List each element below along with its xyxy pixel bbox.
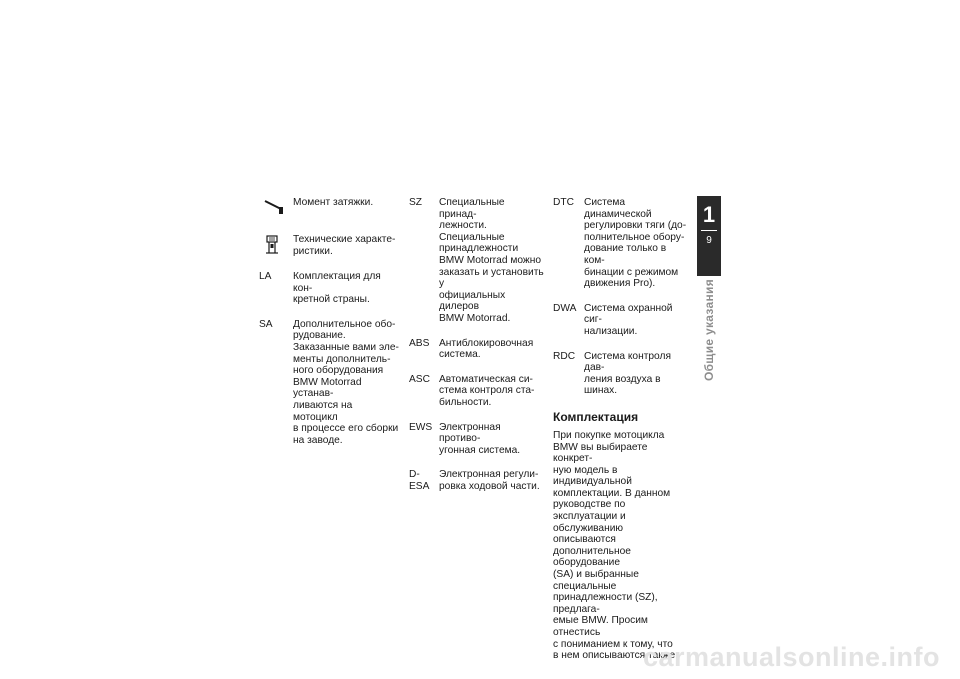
glossary-entry-la [259,271,399,306]
glossary-definition: Технические характе- ристики. [293,234,396,257]
glossary-term: EWS [409,421,433,433]
chapter-number: 1 [702,202,716,227]
glossary-definition: Система динамической регулировки тяги (до- полнительное обору- дование только в ком- бинации с режимом движения Pro). [584,197,687,290]
glossary-term: LA [259,271,272,282]
glossary-definition: Антиблокировочная система. [439,337,534,361]
glossary-column-3 [553,197,688,662]
glossary-term: DTC [553,197,574,208]
glossary-entry-ews [409,422,544,457]
glossary-definition: Комплектация для кон- кретной страны. [293,271,381,306]
technical-data-icon [259,234,293,258]
section-heading: Комплектация [553,409,639,424]
glossary-term: ABS [409,337,430,349]
glossary-entry-asc [409,374,544,409]
glossary-definition: Дополнительное обо- рудование. Заказанные вами эле- менты дополнитель- ного оборудования BMW Motorrad устанав- ливаются на мотоцикл в процессе его сборки на заводе. [293,318,399,446]
glossary-entry-dtc [553,197,688,290]
glossary-term: ASC [409,373,430,385]
glossary-entry-technical-data [259,234,399,258]
chapter-badge [697,196,721,276]
glossary-entry-sa [259,319,399,447]
watermark: carmanualsonline.info [642,642,940,672]
glossary-column-2 [409,197,544,505]
glossary-term: RDC [553,350,576,362]
glossary-term: D- ESA [409,469,430,492]
glossary-definition: Система контроля дав- ления воздуха в шинах. [584,350,671,397]
torque-wrench-icon [259,197,293,221]
glossary-definition: Автоматическая си- стема контроля ста- бильности. [439,373,535,408]
chapter-divider [701,230,717,231]
glossary-definition: Специальные принад- лежности. Специальные принадлежности BMW Motorrad можно заказать и установить у официальных дилеров BMW Motorrad. [439,197,544,324]
glossary-entry-dwa [553,303,688,338]
glossary-entry-d-esa [409,469,544,492]
glossary-term: SZ [409,197,423,208]
glossary-term: DWA [553,302,577,314]
glossary-entry-torque [259,197,399,221]
glossary-entry-rdc [553,351,688,397]
glossary-definition: Система охранной сиг- нализации. [584,302,673,337]
glossary-definition: Электронная регули- ровка ходовой части. [439,469,540,492]
glossary-definition: Электронная противо- угонная система. [439,421,521,456]
section-body: При покупке мотоцикла BMW вы выбираете конкрет- ную модель в индивидуальной комплектации. В данном руководстве по эксплуатации и обслуживанию описываются дополнительное оборудование (SA) и выбранные специальные принадлежности (SZ), предлага- емые BMW. Просим отнестись с пониманием к тому, что в нем описываются также [553,429,676,662]
glossary-term: SA [259,318,273,330]
glossary-column-1 [259,197,399,459]
glossary-entry-abs [409,338,544,361]
page-number: 9 [706,235,712,246]
glossary-entry-sz [409,197,544,325]
chapter-title: Общие указания [702,278,716,382]
glossary-definition: Момент затяжки. [293,197,374,208]
